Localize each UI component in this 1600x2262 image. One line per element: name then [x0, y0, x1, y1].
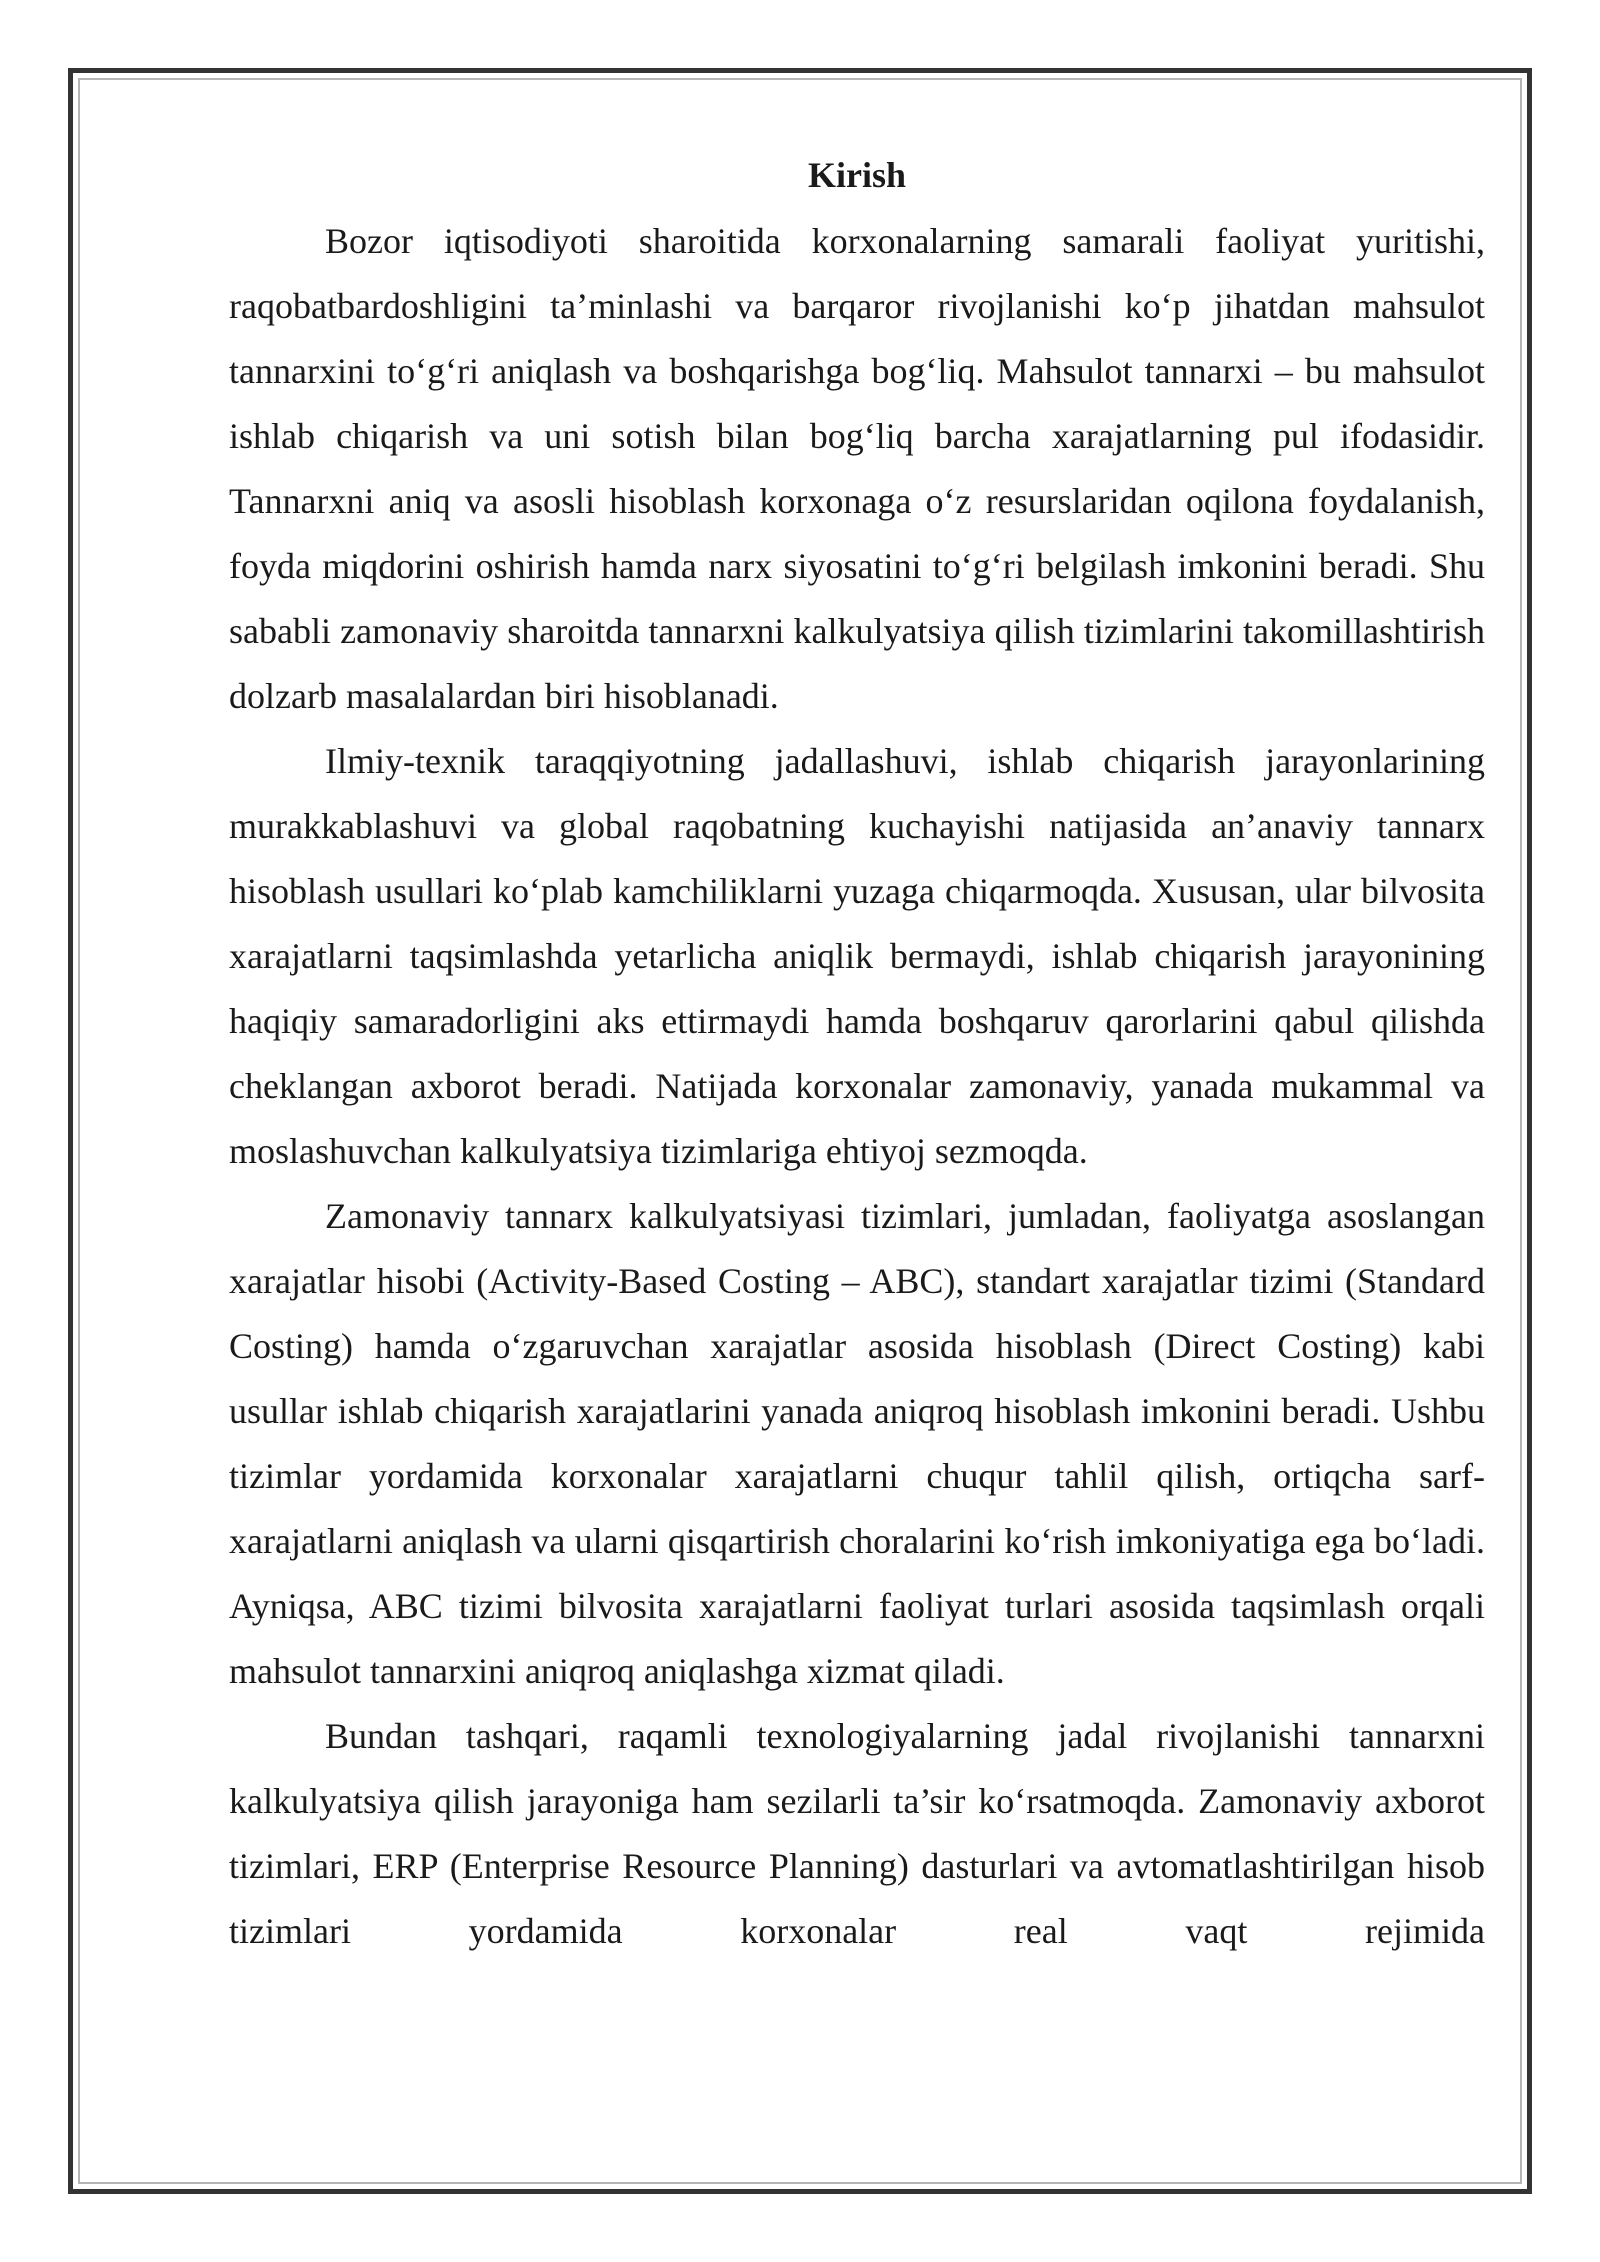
paragraph-1: Bozor iqtisodiyoti sharoitida korxonalarning samarali faoliyat yuritishi, raqobatbardoshligini ta’minlashi va barqaror rivojlanishi ko‘p jihatdan mahsulot tannarxini to‘g‘ri aniqlash va boshqarishga bog‘liq. Mahsulot tannarxi – bu mahsulot ishlab chiqarish va uni sotish bilan bog‘liq barcha xarajatlarning pul ifodasidir. Tannarxni aniq va asosli hisoblash korxonaga o‘z resurslaridan oqilona foydalanish, foyda miqdorini oshirish hamda narx siyosatini to‘g‘ri belgilash imkonini beradi. Shu sababli zamonaviy sharoitda tannarxni kalkulyatsiya qilish tizimlarini takomillashtirish dolzarb masalalardan biri hisoblanadi.	[229, 221, 1485, 716]
paragraph-2: Ilmiy-texnik taraqqiyotning jadallashuvi, ishlab chiqarish jarayonlarining murakkablashuvi va global raqobatning kuchayishi natijasida an’anaviy tannarx hisoblash usullari ko‘plab kamchiliklarni yuzaga chiqarmoqda. Xususan, ular bilvosita xarajatlarni taqsimlashda yetarlicha aniqlik bermaydi, ishlab chiqarish jarayonining haqiqiy samaradorligini aks ettirmaydi hamda boshqaruv qarorlarini qabul qilishda cheklangan axborot beradi. Natijada korxonalar zamonaviy, yanada mukammal va moslashuvchan kalkulyatsiya tizimlariga ehtiyoj sezmoqda.	[229, 741, 1485, 1171]
document-body	[229, 145, 1485, 1964]
paragraph-4: Bundan tashqari, raqamli texnologiyalarning jadal rivojlanishi tannarxni kalkulyatsiya qilish jarayoniga ham sezilarli ta’sir ko‘rsatmoqda. Zamonaviy axborot tizimlari, ERP (Enterprise Resource Planning) dasturlari va avtomatlashtirilgan hisob tizimlari yordamida korxonalar real vaqt rejimida	[229, 1716, 1485, 1951]
paragraph-3: Zamonaviy tannarx kalkulyatsiyasi tizimlari, jumladan, faoliyatga asoslangan xarajatlar hisobi (Activity-Based Costing – ABC), standart xarajatlar tizimi (Standard Costing) hamda o‘zgaruvchan xarajatlar asosida hisoblash (Direct Costing) kabi usullar ishlab chiqarish xarajatlarini yanada aniqroq hisoblash imkonini beradi. Ushbu tizimlar yordamida korxonalar xarajatlarni chuqur tahlil qilish, ortiqcha sarf-xarajatlarni aniqlash va ularni qisqartirish choralarini ko‘rish imkoniyatiga ega bo‘ladi. Ayniqsa, ABC tizimi bilvosita xarajatlarni faoliyat turlari asosida taqsimlash orqali mahsulot tannarxini aniqroq aniqlashga xizmat qiladi.	[229, 1196, 1485, 1691]
document-title: Kirish	[807, 155, 906, 195]
